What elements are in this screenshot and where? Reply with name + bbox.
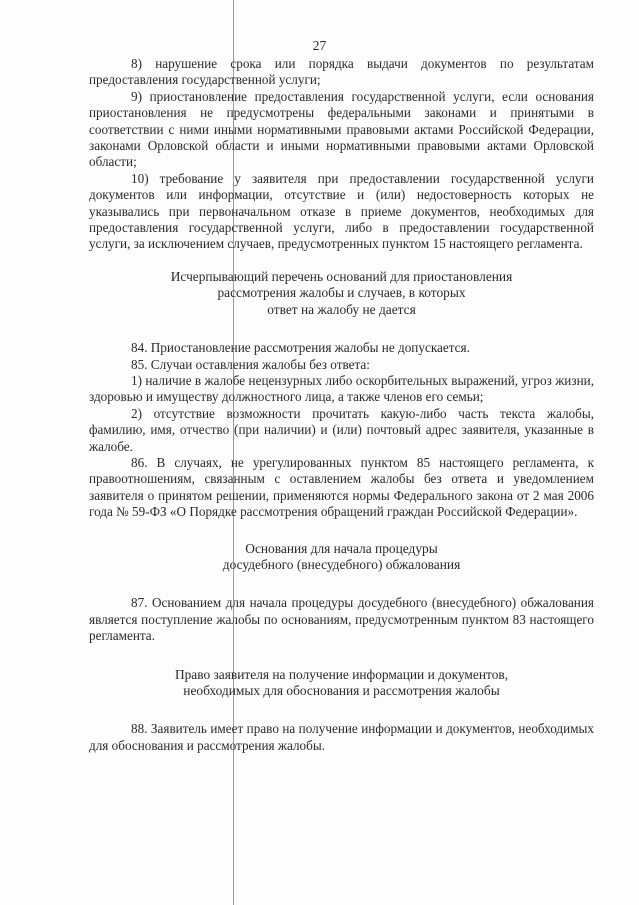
heading-line: Основания для начала процедуры (245, 540, 438, 556)
section-heading-rights (89, 667, 594, 700)
heading-line: ответ на жалобу не дается (267, 301, 416, 317)
page-number: 27 (312, 38, 327, 53)
clause-87: 87. Основанием для начала процедуры досудебного (внесудебного) обжалования является поступление жалобы по основаниям, предусмотренным пунктом 83 настоящего регламента. (89, 595, 594, 644)
clause-86: 86. В случаях, не урегулированных пунктом 85 настоящего регламента, к правоотношениям, связанным с оставлением жалобы без ответа и уведомлением заявителя о принятом решении, применяются нормы Федерального закона от 2 мая 2006 года № 59-ФЗ «О Порядке рассмотрения обращений граждан Российской Федерации». (89, 454, 594, 520)
item-9: 9) приостановление предоставления государственной услуги, если основания приостановления не предусмотрены федеральными законами и принятыми в соответствии с ними иными нормативными правовыми актами Российской Федерации, законами Орловской области и иными нормативными правовыми актами Орловской области; (89, 88, 594, 170)
clause-85-item-2: 2) отсутствие возможности прочитать какую-либо часть текста жалобы, фамилию, имя, отчество (при наличии) и (или) почтовый адрес заявителя, указанные в жалобе. (89, 405, 594, 454)
heading-line: Право заявителя на получение информации и документов, (174, 666, 509, 682)
heading-line: Исчерпывающий перечень оснований для приостановления (170, 268, 513, 284)
section-heading-suspension (89, 269, 594, 318)
clause-85: 85. Случаи оставления жалобы без ответа: (131, 356, 370, 372)
clause-84: 84. Приостановление рассмотрения жалобы не допускается. (131, 340, 470, 356)
document-body (89, 56, 594, 754)
heading-line: необходимых для обоснования и рассмотрения жалобы (183, 683, 500, 698)
heading-line: рассмотрения жалобы и случаев, в которых (217, 285, 466, 301)
section-heading-grounds (89, 541, 594, 574)
heading-line: досудебного (внесудебного) обжалования (222, 556, 461, 572)
clause-88: 88. Заявитель имеет право на получение информации и документов, необходимых для обоснования и рассмотрения жалобы. (89, 721, 594, 753)
item-10: 10) требование у заявителя при предоставлении государственной услуги документов или информации, отсутствие и (или) недостоверность которых не указывались при первоначальном отказе в приеме документов, необходимых для предоставления государственной услуги, либо в предоставлении государственной услуги, за исключением случаев, предусмотренных пунктом 15 настоящего регламента. (89, 170, 594, 252)
item-8: 8) нарушение срока или порядка выдачи документов по результатам предоставления государственной услуги; (89, 56, 594, 88)
clause-85-item-1: 1) наличие в жалобе нецензурных либо оскорбительных выражений, угроз жизни, здоровью и имуществу должностного лица, а также членов его семьи; (89, 372, 594, 405)
